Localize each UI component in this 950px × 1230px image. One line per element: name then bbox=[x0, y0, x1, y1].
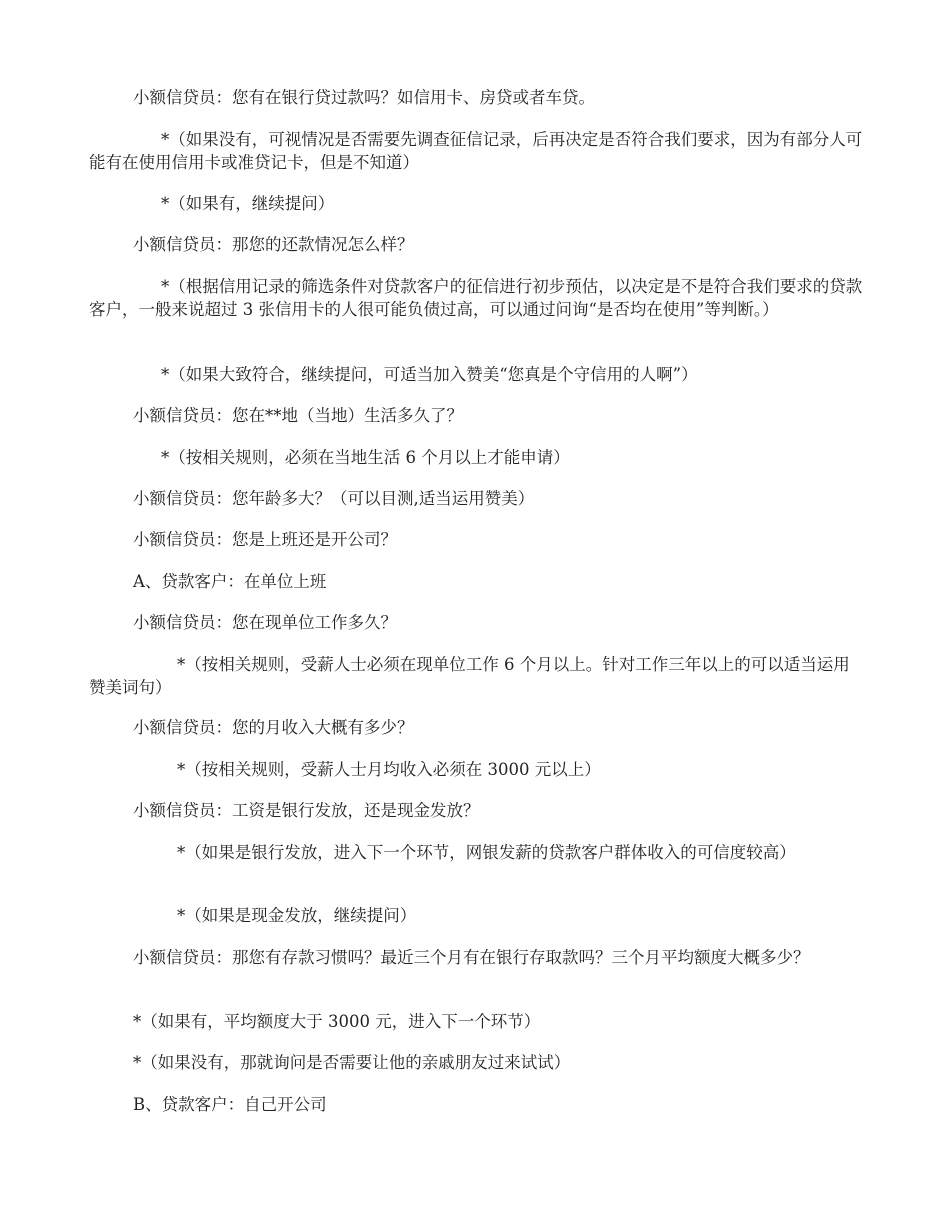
paragraph: 小额信贷员：工资是银行发放，还是现金发放？ bbox=[133, 801, 480, 820]
paragraph: *（按相关规则，受薪人士月均收入必须在 3000 元以上） bbox=[177, 760, 601, 779]
paragraph: 小额信贷员：您的月收入大概有多少？ bbox=[133, 718, 414, 737]
paragraph: *（如果是银行发放，进入下一个环节，网银发薪的贷款客户群体收入的可信度较高） bbox=[177, 843, 796, 862]
paragraph: 小额信贷员：您年龄多大？（可以目测,适当运用赞美） bbox=[133, 489, 535, 508]
paragraph: 小额信贷员：那您有存款习惯吗？最近三个月有在银行存取款吗？三个月平均额度大概多少？ bbox=[133, 948, 810, 967]
paragraph: 小额信贷员：那您的还款情况怎么样？ bbox=[133, 235, 414, 254]
paragraph: 小额信贷员：您在**地（当地）生活多久了？ bbox=[133, 406, 463, 425]
paragraph: *（如果有，平均额度大于 3000 元，进入下一个环节） bbox=[133, 1012, 541, 1031]
paragraph: *（按相关规则，受薪人士必须在现单位工作 6 个月以上。针对工作三年以上的可以适当运用赞美词句） bbox=[89, 655, 850, 697]
paragraph: 小额信贷员：您在现单位工作多久？ bbox=[133, 613, 397, 632]
paragraph: *（根据信用记录的筛选条件对贷款客户的征信进行初步预估，以决定是不是符合我们要求的贷款客户，一般来说超过 3 张信用卡的人很可能负债过高，可以通过问询“是否均在使用”等判断。） bbox=[89, 277, 863, 319]
paragraph: *（如果没有，可视情况是否需要先调查征信记录，后再决定是否符合我们要求，因为有部分人可能有在使用信用卡或准贷记卡，但是不知道） bbox=[89, 130, 863, 172]
paragraph: 小额信贷员：您有在银行贷过款吗？如信用卡、房贷或者车贷。 bbox=[133, 88, 595, 107]
paragraph: *（如果是现金发放，继续提问） bbox=[177, 906, 417, 925]
paragraph: *（如果大致符合，继续提问，可适当加入赞美“您真是个守信用的人啊”） bbox=[161, 365, 698, 384]
paragraph: *（如果没有，那就询问是否需要让他的亲戚朋友过来试试） bbox=[133, 1053, 571, 1072]
paragraph: *（如果有，继续提问） bbox=[161, 194, 335, 213]
paragraph: A、贷款客户：在单位上班 bbox=[133, 572, 327, 591]
paragraph: 小额信贷员：您是上班还是开公司？ bbox=[133, 530, 397, 549]
paragraph: *（按相关规则，必须在当地生活 6 个月以上才能申请） bbox=[161, 448, 570, 467]
paragraph: B、贷款客户：自己开公司 bbox=[133, 1095, 327, 1114]
